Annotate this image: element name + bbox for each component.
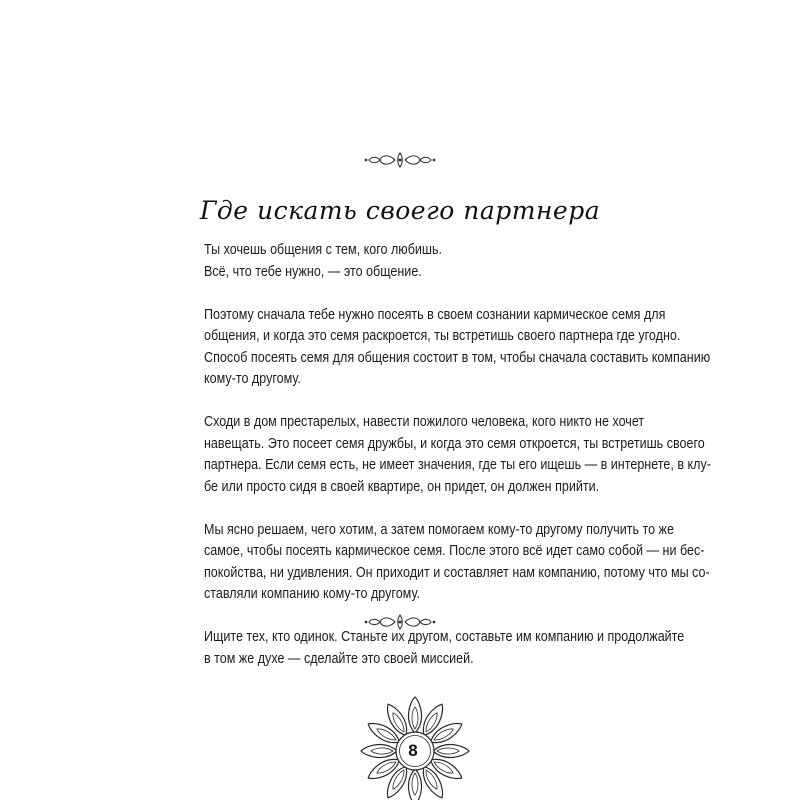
text-line: Ищите тех, кто одинок. Станьте их другом, составьте им компанию и продолжайте bbox=[204, 629, 685, 645]
text-line: Способ посеять семя для общения состоит в том, чтобы сначала составить компанию bbox=[204, 349, 711, 366]
text-line: самое, чтобы посеять кармическое семя. После этого всё идет само собой — ни бес- bbox=[204, 543, 705, 559]
paragraph-4 bbox=[204, 520, 710, 606]
text-line: Мы ясно решаем, чего хотим, а затем помогаем кому-то другому получить то же bbox=[204, 521, 674, 538]
text-line: Сходи в дом престарелых, навести пожилого человека, кого никто не хочет bbox=[204, 414, 645, 430]
paragraph-3 bbox=[204, 412, 711, 498]
text-line: Всё, что тебе нужно, — это общение. bbox=[204, 263, 422, 280]
text-line: партнера. Если семя есть, не имеет значения, где ты его ищешь — в интернете, в клу- bbox=[204, 457, 711, 473]
text-line: общения, и когда это семя раскроется, ты встретишь своего партнера где угодно. bbox=[204, 328, 681, 344]
text-line: Ты хочешь общения с тем, кого любишь. bbox=[204, 242, 443, 258]
text-line: ставляли компанию кому-то другому. bbox=[204, 586, 420, 602]
flourish-ornament-icon bbox=[364, 148, 436, 172]
paragraph-2 bbox=[204, 305, 711, 391]
flourish-ornament-icon bbox=[364, 610, 436, 634]
page-number: 8 bbox=[408, 741, 418, 760]
text-line: Поэтому сначала тебе нужно посеять в своем сознании кармическое семя для bbox=[204, 306, 666, 323]
text-line: покойства, ни удивления. Он приходит и составляет нам компанию, потому что мы со- bbox=[204, 564, 710, 581]
text-line: навещать. Это посеет семя дружбы, и когда это семя откроется, ты встретишь своего bbox=[204, 435, 705, 452]
chapter-title: Где искать своего партнера bbox=[199, 196, 601, 225]
text-line: в том же духе — сделайте это своей миссией. bbox=[204, 650, 474, 667]
text-line: бе или просто сидя в своей квартире, он придет, он должен прийти. bbox=[204, 478, 600, 495]
text-line: кому-то другому. bbox=[204, 371, 301, 387]
paragraph-1 bbox=[204, 240, 640, 283]
